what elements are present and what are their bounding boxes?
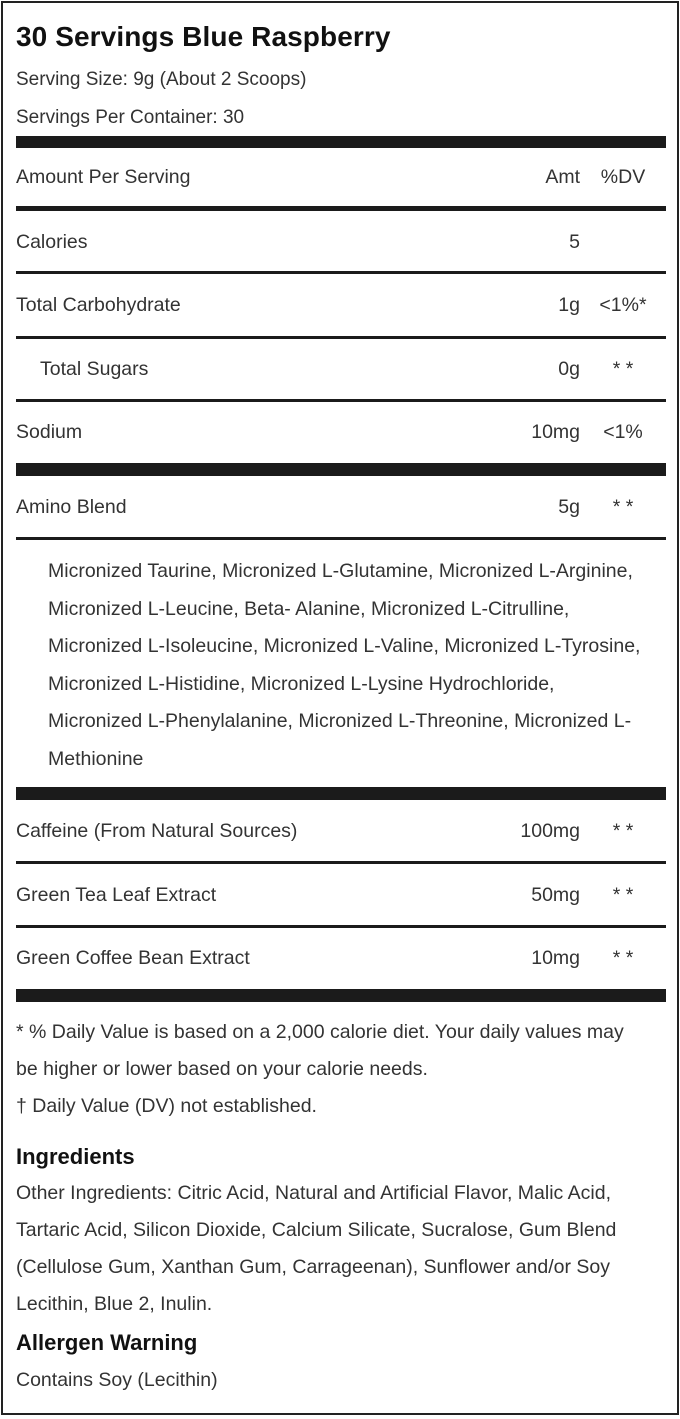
nutrient-amount: 10mg xyxy=(531,421,580,443)
blend-line: Micronized Taurine, Micronized L-Glutamine, Micronized L-Arginine, xyxy=(48,560,633,582)
nutrient-label: Total Sugars xyxy=(40,358,149,380)
nutrient-dv: <1% xyxy=(603,421,643,443)
divider-thin xyxy=(16,925,666,928)
blend-line: Methionine xyxy=(48,747,144,770)
nutrient-label: Calories xyxy=(16,231,88,253)
divider-thin xyxy=(16,537,666,540)
nutrient-amount: 100mg xyxy=(520,820,580,842)
divider-thick xyxy=(16,787,666,800)
divider-thin xyxy=(16,336,666,339)
allergen-heading: Allergen Warning xyxy=(16,1330,198,1355)
ingredients-heading: Ingredients xyxy=(16,1144,135,1169)
nutrient-dv: * * xyxy=(612,496,634,518)
nutrient-label: Amino Blend xyxy=(16,496,127,518)
nutrient-amount: 5 xyxy=(569,231,580,253)
amount-per-serving-label: Amount Per Serving xyxy=(16,166,191,188)
ingredients-line: (Cellulose Gum, Xanthan Gum, Carrageenan), Sunflower and/or Soy xyxy=(16,1256,610,1278)
footnote-line: * % Daily Value is based on a 2,000 calorie diet. Your daily values may xyxy=(16,1021,624,1043)
amt-column-header: Amt xyxy=(545,166,580,188)
dv-column-header: %DV xyxy=(600,166,646,188)
nutrient-label: Total Carbohydrate xyxy=(16,294,181,316)
nutrition-facts-panel xyxy=(1,1,679,1415)
nutrient-amount: 0g xyxy=(558,358,580,380)
nutrient-dv: * * xyxy=(612,884,634,906)
nutrient-amount: 50mg xyxy=(531,884,580,906)
footnote-line: † Daily Value (DV) not established. xyxy=(16,1095,317,1117)
nutrient-label: Sodium xyxy=(16,421,83,443)
divider-thin xyxy=(16,399,666,402)
nutrient-label: Green Tea Leaf Extract xyxy=(16,884,217,906)
amino-blend-ingredients xyxy=(48,553,673,778)
serving-size: Serving Size: 9g (About 2 Scoops) xyxy=(16,69,307,90)
allergen-text: Contains Soy (Lecithin) xyxy=(16,1369,218,1391)
nutrient-amount: 1g xyxy=(558,294,580,316)
divider-thin xyxy=(16,271,666,274)
ingredients-line: Other Ingredients: Citric Acid, Natural and Artificial Flavor, Malic Acid, xyxy=(16,1182,611,1204)
nutrient-amount: 5g xyxy=(558,496,580,518)
ingredients-line: Tartaric Acid, Silicon Dioxide, Calcium Silicate, Sucralose, Gum Blend xyxy=(16,1219,617,1241)
blend-line: Micronized L-Histidine, Micronized L-Lysine Hydrochloride, xyxy=(48,672,555,695)
ingredients-text xyxy=(16,1175,666,1323)
footnote-line: be higher or lower based on your calorie needs. xyxy=(16,1058,428,1080)
divider-thick xyxy=(16,989,666,1002)
nutrient-dv: * * xyxy=(612,358,634,380)
ingredients-line: Lecithin, Blue 2, Inulin. xyxy=(16,1293,213,1315)
blend-line: Micronized L-Leucine, Beta- Alanine, Micronized L-Citrulline, xyxy=(48,597,570,620)
footnotes xyxy=(16,1014,666,1125)
divider-medium xyxy=(16,206,666,211)
divider-thick xyxy=(16,136,666,148)
nutrient-dv: <1%* xyxy=(599,294,647,316)
blend-line: Micronized L-Isoleucine, Micronized L-Valine, Micronized L-Tyrosine, xyxy=(48,635,641,657)
product-title: 30 Servings Blue Raspberry xyxy=(16,21,391,52)
nutrient-dv: * * xyxy=(612,947,634,969)
divider-thin xyxy=(16,861,666,864)
nutrient-label: Green Coffee Bean Extract xyxy=(16,947,250,969)
nutrient-label: Caffeine (From Natural Sources) xyxy=(16,820,298,842)
divider-thick xyxy=(16,463,666,476)
blend-line: Micronized L-Phenylalanine, Micronized L-Threonine, Micronized L- xyxy=(48,710,632,732)
nutrient-amount: 10mg xyxy=(531,947,580,969)
nutrient-dv: * * xyxy=(612,820,634,842)
servings-per-container: Servings Per Container: 30 xyxy=(16,107,245,128)
